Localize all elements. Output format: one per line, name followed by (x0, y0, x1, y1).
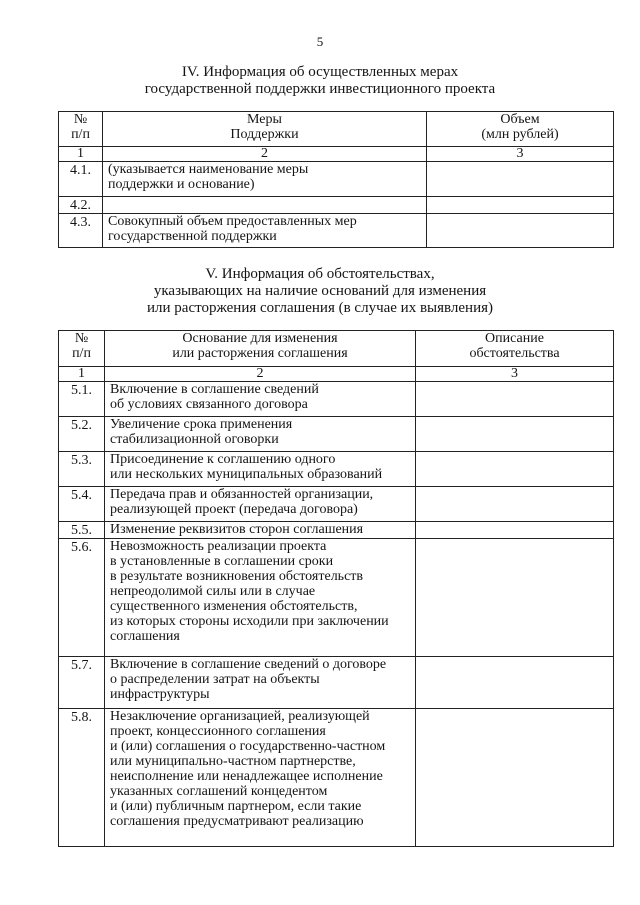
row-text (105, 452, 416, 487)
row-text-line: поддержки и основание) (108, 177, 255, 192)
section-5-title-line: V. Информация об обстоятельствах, (205, 266, 435, 282)
row-text-line: или муниципально-частном партнерстве, (110, 754, 356, 769)
row-number: 5.4. (59, 487, 105, 522)
row-text-line: из которых стороны исходили при заключении (110, 614, 389, 629)
row-text-line: или нескольких муниципальных образований (110, 467, 383, 482)
column-numbers-row (59, 367, 614, 382)
row-text-line: соглашения предусматривают реализацию (110, 814, 364, 829)
header-num-line: № (74, 331, 89, 346)
row-text-line: и (или) соглашения о государственно-частном (110, 739, 386, 754)
row-text (103, 197, 427, 214)
row-text-line: о распределении затрат на объекты (110, 672, 320, 687)
header-basis-line: Основание для изменения (182, 331, 338, 346)
row-text-line: Невозможность реализации проекта (110, 539, 327, 554)
row-number: 5.5. (59, 522, 105, 539)
header-measure (103, 112, 427, 147)
row-text-line: соглашения (110, 629, 180, 644)
header-description (416, 331, 614, 367)
column-number: 3 (416, 367, 614, 382)
section-5-title-line: или расторжения соглашения (в случае их выявления) (147, 300, 493, 316)
header-num-line: п/п (72, 346, 91, 361)
table-row (59, 657, 614, 709)
row-text-line: указанных соглашений концедентом (110, 784, 328, 799)
row-text (105, 539, 416, 657)
table-row (59, 417, 614, 452)
row-value (416, 522, 614, 539)
row-text-line: (указывается наименование меры (108, 162, 309, 177)
row-text-line: об условиях связанного договора (110, 397, 308, 412)
row-number: 5.3. (59, 452, 105, 487)
circumstances-table (58, 330, 614, 847)
row-text-line: непреодолимой силы или в случае (110, 584, 316, 599)
row-value (427, 162, 614, 197)
row-number: 5.6. (59, 539, 105, 657)
column-number: 3 (427, 147, 614, 162)
table-row (59, 214, 614, 248)
row-text-line: Изменение реквизитов сторон соглашения (110, 522, 364, 537)
row-text (105, 522, 416, 539)
row-value (416, 539, 614, 657)
section-5-title-line: указывающих на наличие оснований для изменения (153, 283, 487, 299)
table-row (59, 522, 614, 539)
row-text-line: неисполнение или ненадлежащее исполнение (110, 769, 383, 784)
row-value (427, 197, 614, 214)
row-text-line: Увеличение срока применения (110, 417, 293, 432)
row-value (416, 452, 614, 487)
page-number: 5 (316, 34, 324, 49)
table-row (59, 452, 614, 487)
row-text-line: проект, концессионного соглашения (110, 724, 326, 739)
table-row (59, 162, 614, 197)
header-basis-line: или расторжения соглашения (172, 346, 348, 361)
header-num-line: п/п (71, 127, 90, 142)
section-4-title-line: IV. Информация об осуществленных мерах (181, 64, 459, 80)
support-measures-table (58, 111, 614, 248)
header-volume-line: Объем (500, 112, 540, 127)
row-text-line: Передача прав и обязанностей организации, (110, 487, 374, 502)
row-text (105, 709, 416, 847)
row-value (416, 487, 614, 522)
row-number: 5.8. (59, 709, 105, 847)
row-text-line: Незаключение организацией, реализующей (110, 709, 370, 724)
row-text-line: Совокупный объем предоставленных мер (108, 214, 357, 229)
section-4-title-line: государственной поддержки инвестиционного проекта (144, 81, 496, 97)
table-row (59, 382, 614, 417)
header-num (59, 112, 103, 147)
row-text-line: инфраструктуры (110, 687, 210, 702)
section-5-title (0, 266, 640, 317)
row-value (427, 214, 614, 248)
row-text-line: и (или) публичным партнером, если такие (110, 799, 362, 814)
row-text (103, 214, 427, 248)
row-text (105, 657, 416, 709)
table-row (59, 487, 614, 522)
header-measure-line: Меры (247, 112, 282, 127)
column-number: 2 (105, 367, 416, 382)
row-number: 5.2. (59, 417, 105, 452)
row-text-line: государственной поддержки (108, 229, 277, 244)
row-number: 4.2. (59, 197, 103, 214)
header-num-line: № (73, 112, 88, 127)
column-number: 2 (103, 147, 427, 162)
row-text (103, 162, 427, 197)
row-text-line: реализующей проект (передача договора) (110, 502, 358, 517)
table-header-row (59, 331, 614, 367)
row-text-line: в установленные в соглашении сроки (110, 554, 334, 569)
column-number: 1 (59, 147, 103, 162)
row-text-line: существенного изменения обстоятельств, (110, 599, 358, 614)
row-text-line: стабилизационной оговорки (110, 432, 279, 447)
row-value (416, 417, 614, 452)
column-numbers-row (59, 147, 614, 162)
row-number: 4.3. (59, 214, 103, 248)
row-text-line: Включение в соглашение сведений о договоре (110, 657, 387, 672)
table-header-row (59, 112, 614, 147)
row-text (105, 417, 416, 452)
header-basis (105, 331, 416, 367)
row-text (105, 487, 416, 522)
row-text-line: Включение в соглашение сведений (110, 382, 319, 397)
table-row (59, 539, 614, 657)
row-text (105, 382, 416, 417)
row-value (416, 709, 614, 847)
header-volume-line: (млн рублей) (481, 127, 559, 142)
header-description-line: обстоятельства (469, 346, 560, 361)
row-number: 5.1. (59, 382, 105, 417)
header-volume (427, 112, 614, 147)
row-number: 5.7. (59, 657, 105, 709)
table-row (59, 197, 614, 214)
header-description-line: Описание (485, 331, 544, 346)
row-value (416, 657, 614, 709)
header-measure-line: Поддержки (230, 127, 299, 142)
column-number: 1 (59, 367, 105, 382)
row-text-line: Присоединение к соглашению одного (110, 452, 336, 467)
table-row (59, 709, 614, 847)
row-number: 4.1. (59, 162, 103, 197)
header-num (59, 331, 105, 367)
row-text-line: в результате возникновения обстоятельств (110, 569, 364, 584)
section-4-title (0, 64, 640, 98)
row-value (416, 382, 614, 417)
